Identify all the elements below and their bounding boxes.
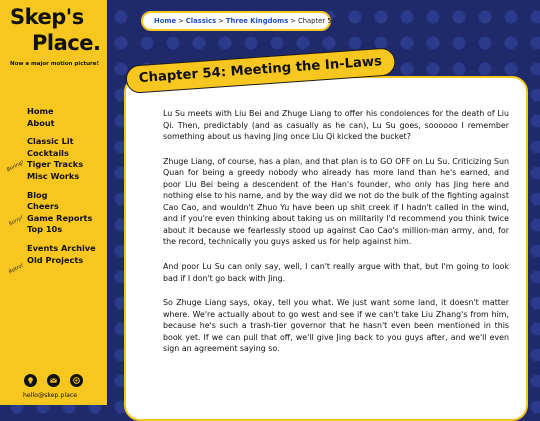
sidebar-item-events-archive[interactable]: Events Archive	[27, 242, 96, 253]
nav-note-sorry: Sorry!	[8, 214, 25, 228]
nav-group-main	[27, 106, 107, 129]
breadcrumb-separator: >	[178, 17, 184, 25]
mail-icon[interactable]	[47, 374, 60, 387]
nav-note-retro: Retro!	[8, 262, 25, 276]
paragraph: So Zhuge Liang says, okay, tell you what. We just want some land, it doesn't matter where. We're actually about to go west and see if we can't take Liu Zhang's from him, because he's such a trash-tier governor that he hasn't even been mentioned in this book yet. If we can pull that off, we'll give Jing back to you guys after, and we'll even sign an agreement saying so.	[163, 298, 509, 354]
sidebar-item-about[interactable]: About	[27, 117, 55, 128]
sidebar-item-tiger-tracks[interactable]: Tiger Tracks	[27, 159, 84, 170]
sidebar-item-cocktails[interactable]: Cocktails	[27, 147, 69, 158]
sidebar-item-classic-lit[interactable]: Classic Lit	[27, 136, 74, 147]
breadcrumb-separator: >	[218, 17, 224, 25]
contact-email[interactable]: hello@skep.place	[23, 392, 78, 399]
paragraph: Zhuge Liang, of course, has a plan, and that plan is to GO OFF on Lu Su. Criticizing Sun Quan for being a greedy nobody who already has more land than he's earned, and poor Liu Bei being a descendent of the Han's founder, who only has Jing here and nothing else to his name, and by the way did we not do the bulk of the fighting against Cao Cao, and wouldn't Zhuo Yu have been up shit creek if I hadn't called in the wind, and if you're even thinking about taking us on militarily I'd recommend you think twice about it because we fearlessly stood up against Cao Cao's million-man army, and, for the record, technically you guys asked us for help against him.	[163, 156, 509, 247]
chapter-body	[163, 108, 509, 368]
breadcrumb-separator: >	[290, 17, 296, 25]
breadcrumb	[141, 11, 336, 31]
sidebar-item-cheers[interactable]: Cheers	[27, 201, 59, 212]
sidebar-nav	[27, 106, 107, 273]
page-title: Chapter 54: Meeting the In-Laws	[125, 47, 396, 94]
paragraph: Lu Su meets with Liu Bei and Zhuge Liang to offer his condolences for the death of Liu Qi. Then, predictably (and as casually as he can), Lu Su goes, soooooo I remember something about us having Jing once Liu Qi kicked the bucket?	[163, 109, 509, 142]
breadcrumb-home[interactable]: Home	[154, 17, 177, 25]
logo-line-1: Skep's	[10, 5, 84, 29]
lightbulb-icon[interactable]	[24, 374, 37, 387]
site-tagline: Now a major motion picture!	[10, 61, 99, 67]
site-logo[interactable]	[10, 4, 100, 56]
sidebar-item-old-projects[interactable]: Old Projects	[27, 254, 84, 265]
breadcrumb-classics[interactable]: Classics	[185, 17, 217, 25]
sidebar-item-game-reports[interactable]: Game Reports	[27, 212, 93, 223]
sidebar-item-top-10s[interactable]: Top 10s	[27, 224, 63, 235]
nav-group-writing	[27, 136, 107, 182]
nav-group-blog	[27, 190, 107, 236]
sidebar-item-blog[interactable]: Blog	[27, 189, 48, 200]
at-sign-icon[interactable]	[70, 374, 83, 387]
sidebar	[0, 0, 108, 405]
breadcrumb-three-kingdoms[interactable]: Three Kingdoms	[225, 17, 289, 25]
nav-group-archive	[27, 243, 107, 266]
sidebar-item-home[interactable]: Home	[27, 106, 54, 116]
sidebar-item-misc-works[interactable]: Misc Works	[27, 170, 80, 181]
logo-line-2: Place.	[32, 31, 101, 55]
breadcrumb-current: Chapter 54	[297, 17, 336, 25]
paragraph: And poor Lu Su can only say, well, I can't really argue with that, but I'm going to look bad if I don't go back with Jing.	[163, 262, 509, 283]
footer-icons	[24, 374, 83, 387]
nav-note-boring: Boring!	[6, 159, 25, 174]
